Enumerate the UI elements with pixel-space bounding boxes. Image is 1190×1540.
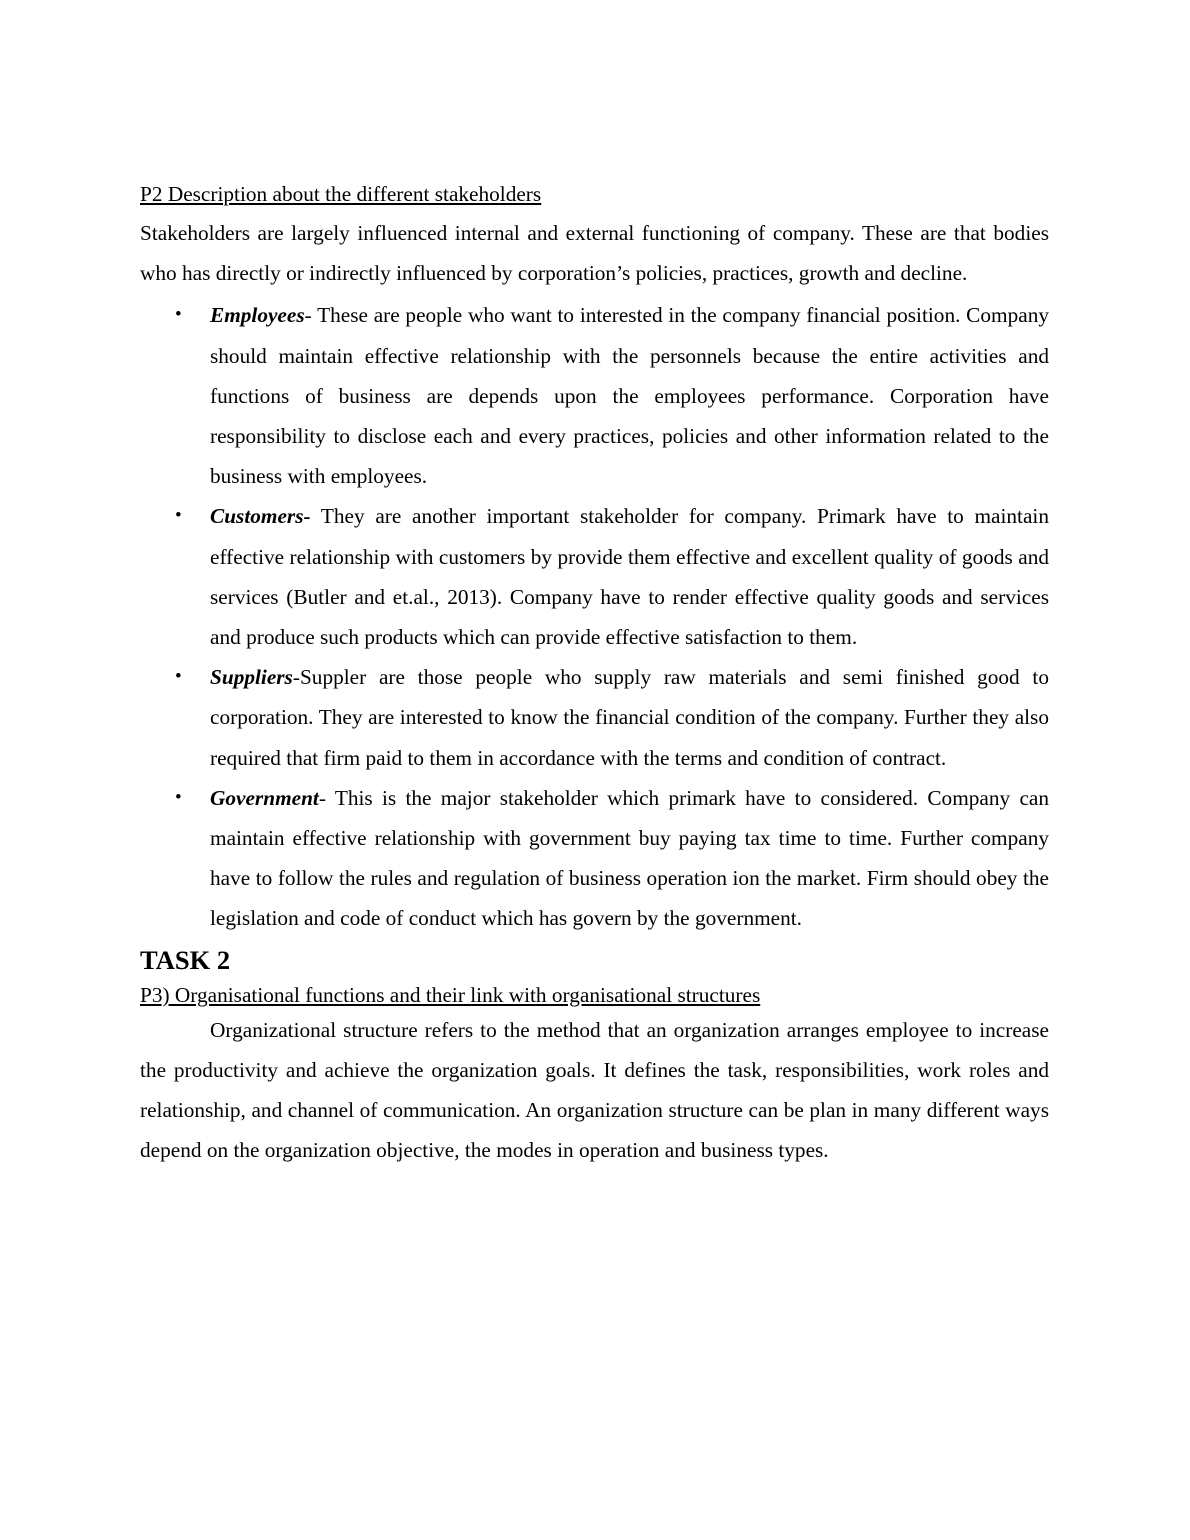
- term-customers: Customers-: [210, 504, 311, 529]
- bullet-icon: •: [175, 786, 182, 808]
- section-p3-heading: P3) Organisational functions and their link with organisational structures: [140, 982, 761, 1007]
- bullet-icon: •: [175, 304, 182, 326]
- text-customers: They are another important stakeholder for company. Primark have to maintain effective relationship with customers by provide them effective and excellent quality of goods and services (Butler and et.al., 2013). Company have to render effective quality goods and services and produce such products which can provide effective satisfaction to them.: [210, 504, 1049, 650]
- text-suppliers: -Suppler are those people who supply raw materials and semi finished good to corporation. They are interested to know the financial condition of the company. Further they also required that firm paid to them in accordance with the terms and condition of contract.: [210, 665, 1049, 770]
- section-p2-heading: P2 Description about the different stakeholders: [140, 182, 542, 206]
- text-government: - This is the major stakeholder which primark have to considered. Company can maintain effective relationship with government buy paying tax time to time. Further company have to follow the rules and regulation of business operation ion the market. Firm should obey the legislation and code of conduct which has govern by the government.: [210, 785, 1049, 931]
- term-suppliers: Suppliers: [210, 665, 293, 690]
- task-2-title: TASK 2: [140, 944, 231, 975]
- bullet-icon: •: [175, 666, 182, 688]
- term-employees: Employees: [210, 303, 305, 328]
- list-item-customers: [175, 496, 1049, 657]
- stakeholder-list: [140, 295, 1049, 938]
- section-p3-paragraph: Organizational structure refers to the method that an organization arranges employee to increase the productivity and achieve the organization goals. It defines the task, responsibilities, work roles and relationship, and channel of communication. An organization structure can be plan in many different ways depend on the organization objective, the modes in operation and business types.: [140, 1017, 1049, 1163]
- section-p2-intro: Stakeholders are largely influenced internal and external functioning of company. These are that bodies who has directly or indirectly influenced by corporation’s policies, practices, growth and decline.: [140, 221, 1049, 286]
- list-item-employees: [175, 295, 1049, 496]
- bullet-icon: •: [175, 505, 182, 527]
- list-item-government: [175, 778, 1049, 939]
- document-page: [140, 180, 1049, 1170]
- list-item-suppliers: [175, 657, 1049, 778]
- term-government: Government: [210, 785, 319, 810]
- text-employees: - These are people who want to interested in the company financial position. Company should maintain effective relationship with the personnels because the entire activities and functions of business are depends upon the employees performance. Corporation have responsibility to disclose each and every practices, policies and other information related to the business with employees.: [210, 303, 1049, 489]
